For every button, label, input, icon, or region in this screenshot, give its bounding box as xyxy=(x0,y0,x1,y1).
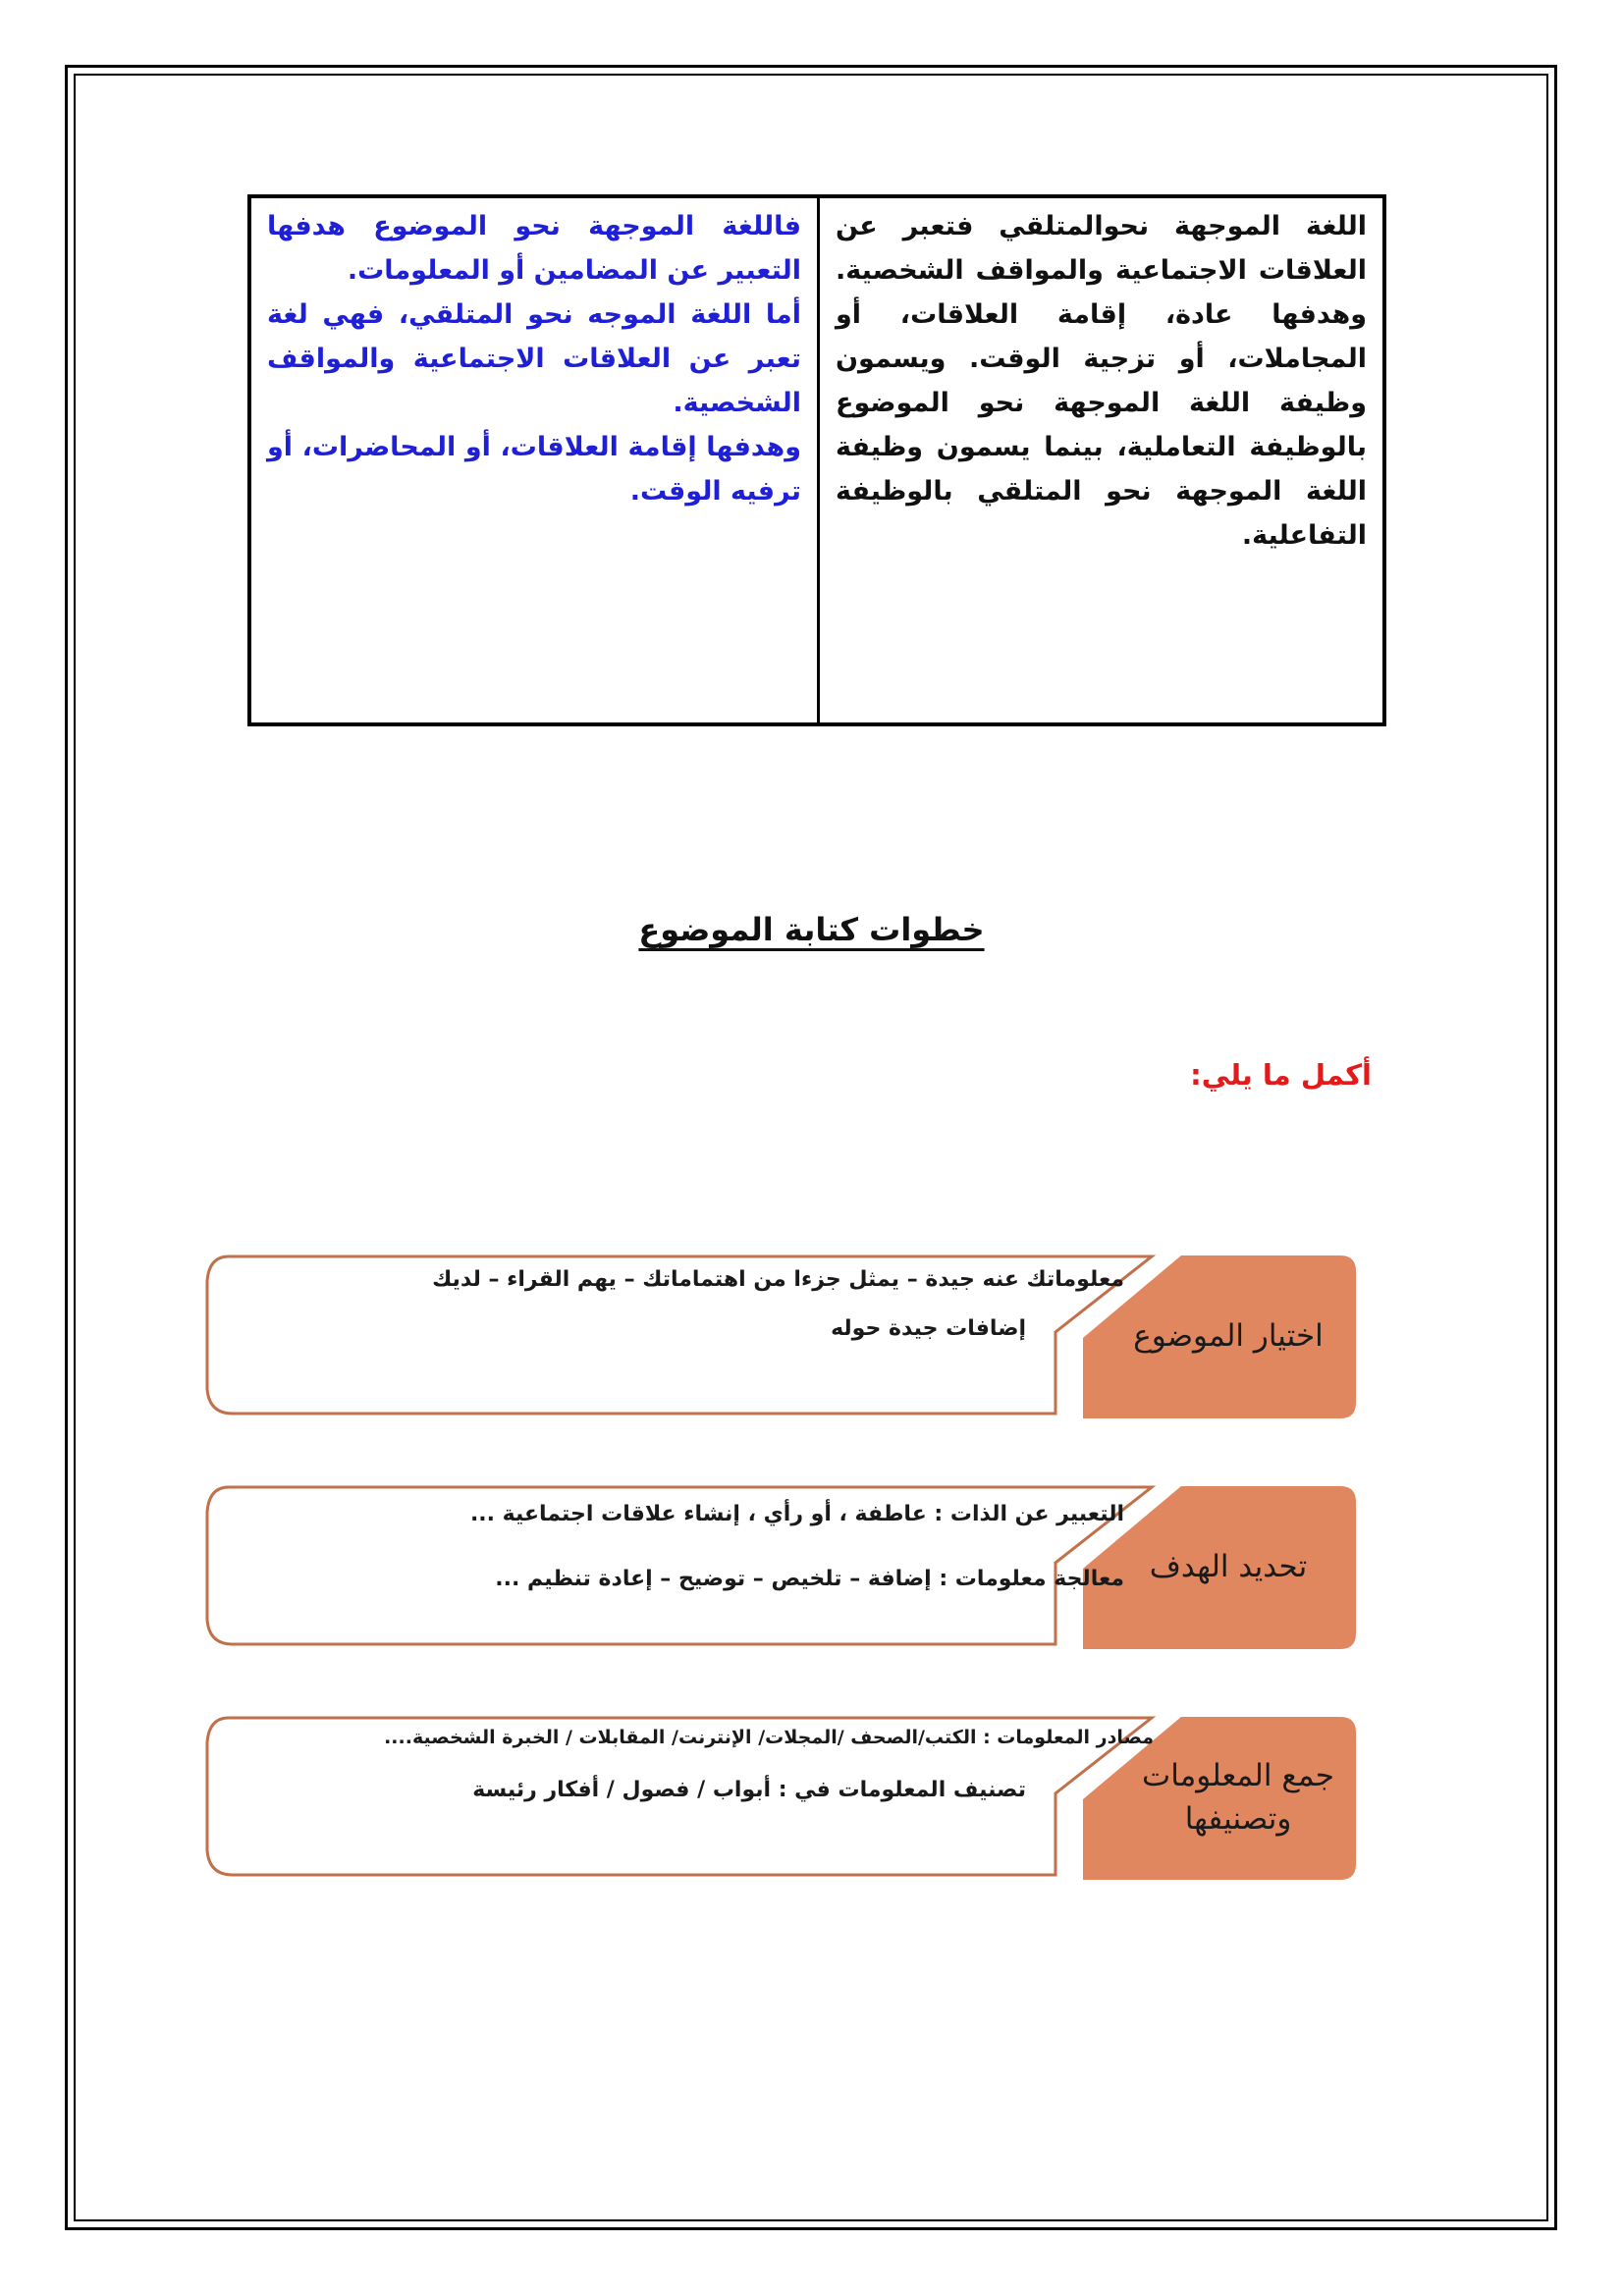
section-title-text: خطوات كتابة الموضوع xyxy=(638,911,985,948)
step-line-2: معالجة معلومات : إضافة – تلخيص – توضيح – إعادة تنظيم ... xyxy=(495,1567,1124,1591)
step-define-goal xyxy=(201,1482,1360,1653)
step-title: جمع المعلومات وتصنيفها xyxy=(1142,1758,1334,1837)
step-line-2: إضافات جيدة حوله xyxy=(831,1316,1026,1341)
step-line-2: تصنيف المعلومات في : أبواب / فصول / أفكار رئيسة xyxy=(472,1778,1026,1802)
exercise-label: أكمل ما يلي: xyxy=(1190,1058,1372,1092)
section-title xyxy=(0,911,1623,948)
comparison-left-paragraph-3: وهدفها إقامة العلاقات، أو المحاضرات، أو ترفيه الوقت. xyxy=(267,432,801,507)
comparison-right-paragraph: اللغة الموجهة نحوالمتلقي فتعبر عن العلاقات الاجتماعية والمواقف الشخصية. وهدفها عادة، إقامة العلاقات، أو المجاملات، أو تزجية الوقت. ويسمون وظيفة اللغة الموجهة نحو الموضوع بالوظيفة التعاملية، بينما يسمون وظيفة اللغة الموجهة نحو المتلقي بالوظيفة التفاعلية. xyxy=(836,211,1367,551)
step-line-1: التعبير عن الذات : عاطفة ، أو رأي ، إنشاء علاقات اجتماعية ... xyxy=(469,1502,1124,1526)
step-collect-info xyxy=(201,1713,1360,1884)
comparison-left-paragraph-2: أما اللغة الموجه نحو المتلقي، فهي لغة تعبر عن العلاقات الاجتماعية والمواقف الشخصية. xyxy=(267,299,801,418)
step-title: تحديد الهدف xyxy=(1149,1549,1308,1584)
comparison-table xyxy=(247,194,1386,726)
comparison-cell-left xyxy=(251,198,817,722)
step-choose-topic xyxy=(201,1252,1360,1422)
step-line-1: معلوماتك عنه جيدة – يمثل جزءا من اهتماماتك – يهم القراء – لديك xyxy=(432,1267,1124,1292)
step-line-1: مصادر المعلومات : الكتب/الصحف /المجلات/ الإنترنت/ المقابلات / الخبرة الشخصية.... xyxy=(384,1727,1154,1748)
comparison-left-paragraph-1: فاللغة الموجهة نحو الموضوع هدفها التعبير عن المضامين أو المعلومات. xyxy=(267,211,801,286)
comparison-cell-right xyxy=(817,198,1382,722)
step-title: اختيار الموضوع xyxy=(1133,1318,1324,1354)
